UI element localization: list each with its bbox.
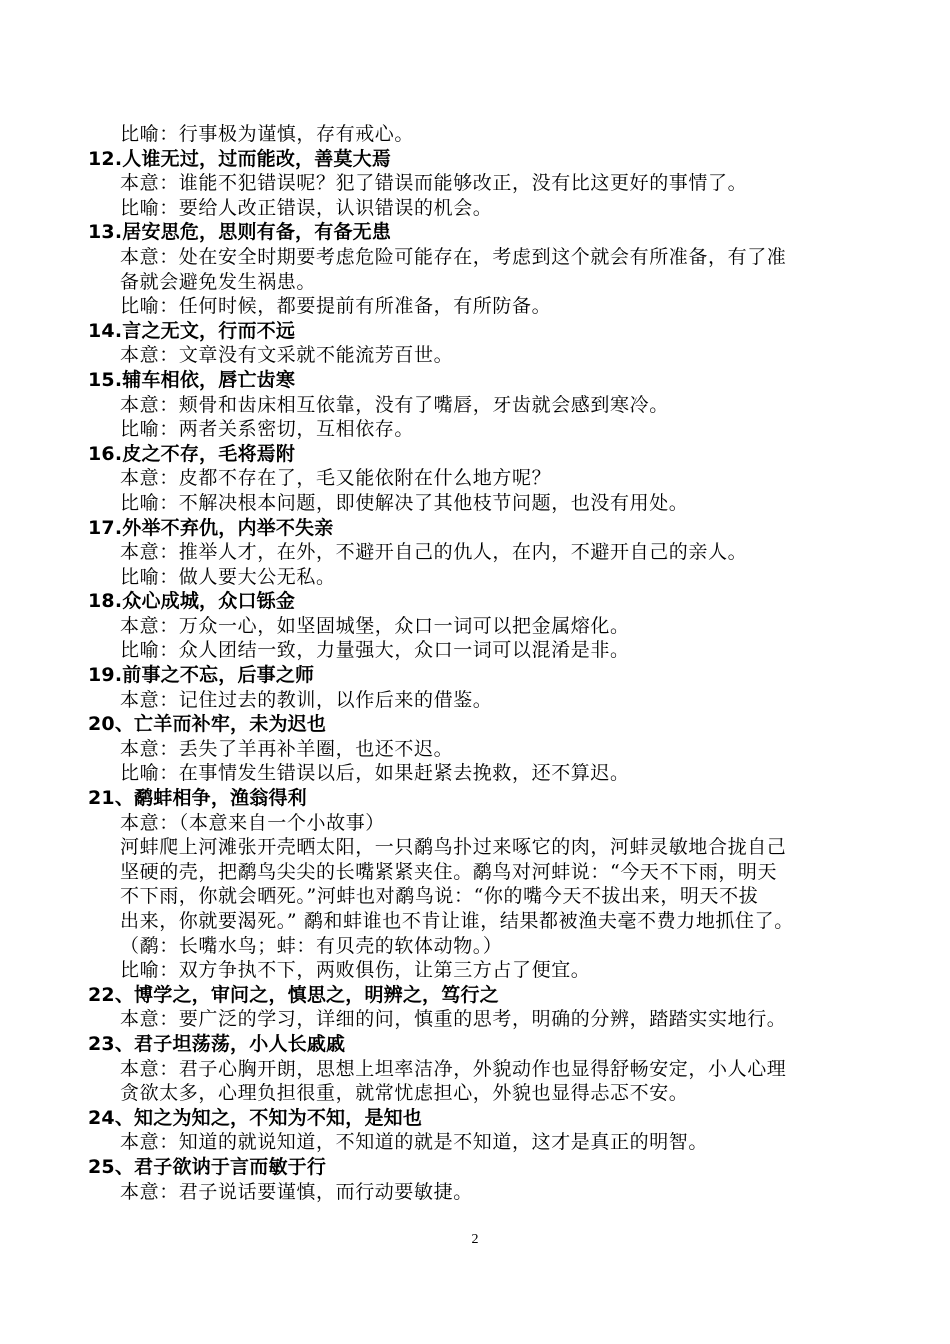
entry-text-line: 比喻：行事极为谨慎，存有戒心。	[120, 123, 415, 145]
entry-text-line: 比喻：任何时候，都要提前有所准备，有所防备。	[120, 295, 552, 318]
entry-text-line: 贪欲太多，心理负担很重，就常忧虑担心，外貌也显得忐忑不安。	[120, 1082, 689, 1105]
entry-title: 14.言之无文，行而不远	[88, 319, 296, 342]
entry-text-line: 比喻：众人团结一致，力量强大，众口一词可以混淆是非。	[120, 639, 630, 662]
entry-title: 21、鹬蚌相争，渔翁得利	[88, 787, 307, 810]
entry-text-line: 本意：君子说话要谨慎，而行动要敏捷。	[120, 1180, 473, 1203]
entry-text-line: 坚硬的壳，把鹬鸟尖尖的长嘴紧紧夹住。鹬鸟对河蚌说：“今天不下雨，明天	[120, 860, 778, 883]
entry-text-line: （鹬：长嘴水鸟；蚌：有贝壳的软体动物。）	[120, 934, 503, 957]
entry-title: 19.前事之不忘，后事之师	[88, 664, 315, 687]
entry-text-line: 本意：（本意来自一个小故事）	[120, 811, 385, 834]
entry-title: 20、亡羊而补牢，未为迟也	[88, 713, 327, 736]
entry-text-line: 本意：文章没有文采就不能流芳百世。	[120, 344, 454, 367]
entry-title: 13.居安思危，思则有备，有备无患	[88, 221, 392, 244]
entry-text-line: 本意：颊骨和齿床相互依靠，没有了嘴唇，牙齿就会感到寒冷。	[120, 393, 669, 416]
entry-text-line: 比喻：要给人改正错误，认识错误的机会。	[120, 196, 493, 219]
entry-title: 18.众心成城，众口铄金	[88, 590, 296, 613]
document-body	[88, 122, 878, 1204]
entry-text-line: 本意：推举人才，在外，不避开自己的仇人，在内，不避开自己的亲人。	[120, 541, 748, 564]
entry-text-line: 比喻：在事情发生错误以后，如果赶紧去挽救，还不算迟。	[120, 762, 630, 785]
entry-text-line: 本意：记住过去的教训，以作后来的借鉴。	[120, 688, 493, 711]
entry-text-line: 比喻：双方争执不下，两败俱伤，让第三方占了便宜。	[120, 959, 591, 982]
entry-text-line: 河蚌爬上河滩张开壳晒太阳，一只鹬鸟扑过来啄它的肉，河蚌灵敏地合拢自己	[120, 836, 787, 859]
entry-title: 24、知之为知之，不知为不知，是知也	[88, 1106, 423, 1129]
entry-text-line: 本意：处在安全时期要考虑危险可能存在，考虑到这个就会有所准备，有了准	[120, 245, 787, 268]
entry-text-line: 本意：谁能不犯错误呢？犯了错误而能够改正，没有比这更好的事情了。	[120, 172, 748, 195]
page-number: 2	[471, 1232, 479, 1247]
entry-text-line: 本意：丢失了羊再补羊圈，也还不迟。	[120, 737, 454, 760]
entry-title: 23、君子坦荡荡，小人长戚戚	[88, 1032, 346, 1055]
entry-title: 17.外举不弃仇，内举不失亲	[88, 516, 334, 539]
entry-text-line: 本意：万众一心，如坚固城堡，众口一词可以把金属熔化。	[120, 614, 630, 637]
entry-text-line: 比喻：不解决根本问题，即使解决了其他枝节问题，也没有用处。	[120, 491, 689, 514]
entry-text-line: 出来，你就要渴死。” 鹬和蚌谁也不肯让谁，结果都被渔夫毫不费力地抓住了。	[120, 910, 794, 932]
entry-text-line: 本意：要广泛的学习，详细的问，慎重的思考，明确的分辨，踏踏实实地行。	[120, 1008, 787, 1031]
entry-title: 25、君子欲讷于言而敏于行	[88, 1155, 327, 1178]
entry-text-line: 备就会避免发生祸患。	[120, 270, 317, 293]
entry-title: 12.人谁无过，过而能改，善莫大焉	[88, 147, 392, 170]
entry-text-line: 本意：知道的就说知道，不知道的就是不知道，这才是真正的明智。	[120, 1131, 709, 1154]
entry-text-line: 比喻：做人要大公无私。	[120, 565, 336, 588]
entry-title: 16.皮之不存，毛将焉附	[88, 442, 296, 465]
entry-title: 22、博学之，审问之，慎思之，明辨之，笃行之	[88, 983, 499, 1006]
entry-title: 15.辅车相依，唇亡齿寒	[88, 368, 296, 391]
entry-text-line: 本意：君子心胸开朗，思想上坦率洁净，外貌动作也显得舒畅安定，小人心理	[120, 1057, 787, 1080]
entry-text-line: 比喻：两者关系密切，互相依存。	[120, 418, 415, 441]
entry-text-line: 不下雨，你就会晒死。”河蚌也对鹬鸟说：“你的嘴今天不拔出来，明天不拔	[120, 885, 759, 908]
entry-text-line: 本意：皮都不存在了，毛又能依附在什么地方呢？	[120, 467, 552, 490]
